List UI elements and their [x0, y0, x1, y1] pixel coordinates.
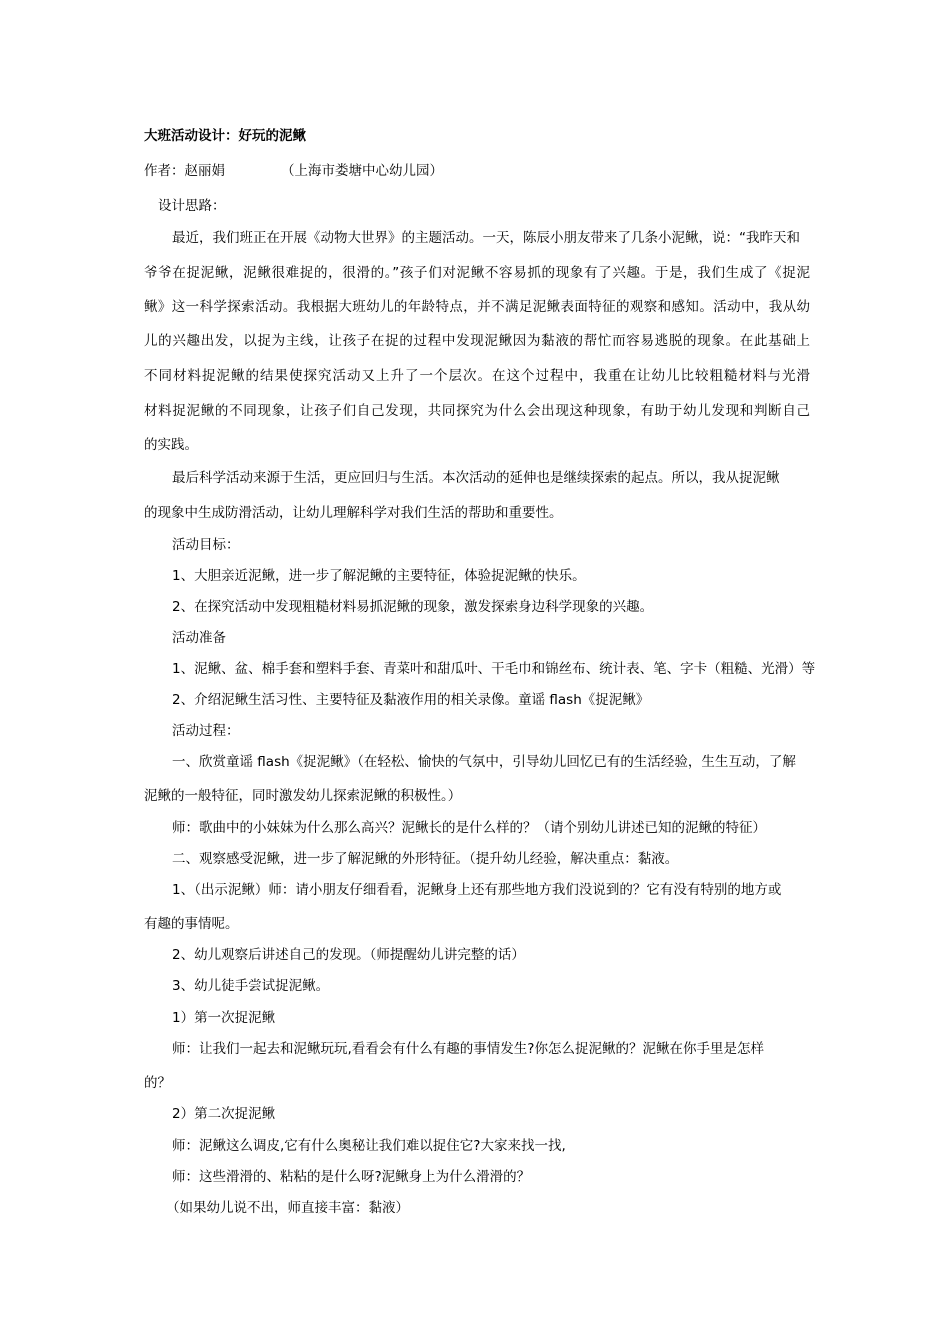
- paragraph-line: 的实践。: [144, 437, 198, 453]
- process-step: 1、（出示泥鳅）师：请小朋友仔细看看，泥鳅身上还有那些地方我们没说到的？它有没有特别的地方或: [172, 882, 782, 898]
- teacher-line: 师：让我们一起去和泥鳅玩玩,看看会有什么有趣的事情发生?你怎么捉泥鳅的？泥鳅在你手里是怎样: [172, 1041, 764, 1057]
- process-step: 有趣的事情呢。: [144, 916, 239, 932]
- paragraph-line: 儿的兴趣出发，以捉为主线，让孩子在捉的过程中发现泥鳅因为黏液的帮忙而容易逃脱的现象。在此基础上: [144, 333, 810, 349]
- paragraph-line: 不同材料捉泥鳅的结果使探究活动又上升了一个层次。在这个过程中，我重在让幼儿比较粗糙材料与光滑: [144, 368, 810, 384]
- prep-item: 2、介绍泥鳅生活习性、主要特征及黏液作用的相关录像。童谣 flash《捉泥鳅》: [172, 692, 650, 708]
- teacher-note: （如果幼儿说不出，师直接丰富：黏液）: [166, 1200, 409, 1216]
- paragraph-line: 最近，我们班正在开展《动物大世界》的主题活动。一天，陈辰小朋友带来了几条小泥鳅，说：“我昨天和: [172, 230, 800, 246]
- prep-item: 1、泥鳅、盆、棉手套和塑料手套、青菜叶和甜瓜叶、干毛巾和锦丝布、统计表、笔、字卡（粗糙、光滑）等: [172, 661, 816, 677]
- teacher-line: 师：歌曲中的小妹妹为什么那么高兴？泥鳅长的是什么样的？（请个别幼儿讲述已知的泥鳅的特征）: [172, 820, 766, 836]
- teacher-line: 的？: [144, 1075, 171, 1091]
- paragraph-line: 鳅》这一科学探索活动。我根据大班幼儿的年龄特点，并不满足泥鳅表面特征的观察和感知。活动中，我从幼: [144, 299, 810, 315]
- document-title: 大班活动设计：好玩的泥鳅: [144, 128, 306, 144]
- goal-item: 1、大胆亲近泥鳅，进一步了解泥鳅的主要特征，体验捉泥鳅的快乐。: [172, 568, 586, 584]
- sub-step: 1）第一次捉泥鳅: [172, 1010, 276, 1026]
- paragraph-line: 材料捉泥鳅的不同现象，让孩子们自己发现，共同探究为什么会出现这种现象，有助于幼儿发现和判断自己: [144, 403, 810, 419]
- sub-step: 2）第二次捉泥鳅: [172, 1106, 276, 1122]
- design-heading: 设计思路：: [158, 198, 226, 214]
- author-line: [144, 162, 443, 180]
- paragraph-line: 最后科学活动来源于生活，更应回归与生活。本次活动的延伸也是继续探索的起点。所以，我从捉泥鳅: [172, 470, 780, 486]
- process-step: 3、幼儿徒手尝试捉泥鳅。: [172, 978, 330, 994]
- teacher-line: 师：这些滑滑的、粘粘的是什么呀?泥鳅身上为什么滑滑的？: [172, 1169, 531, 1185]
- process-heading: 活动过程：: [172, 723, 240, 739]
- paragraph-line: 爷爷在捉泥鳅，泥鳅很难捉的，很滑的。”孩子们对泥鳅不容易抓的现象有了兴趣。于是，我们生成了《捉泥: [144, 265, 810, 281]
- process-step: 泥鳅的一般特征，同时激发幼儿探索泥鳅的积极性。）: [144, 788, 462, 804]
- goal-item: 2、在探究活动中发现粗糙材料易抓泥鳅的现象，激发探索身边科学现象的兴趣。: [172, 599, 654, 615]
- author-name: 作者：赵丽娟: [144, 163, 225, 179]
- goals-heading: 活动目标：: [172, 537, 240, 553]
- process-step: 一、欣赏童谣 flash《捉泥鳅》（在轻松、愉快的气氛中，引导幼儿回忆已有的生活经验，生生互动，了解: [172, 754, 796, 770]
- prep-heading: 活动准备: [172, 630, 226, 646]
- author-organization: （上海市娄塘中心幼儿园）: [281, 163, 443, 179]
- process-step: 二、观察感受泥鳅，进一步了解泥鳅的外形特征。（提升幼儿经验，解决重点：黏液。: [172, 851, 679, 867]
- teacher-line: 师：泥鳅这么调皮,它有什么奥秘让我们难以捉住它?大家来找一找,: [172, 1138, 566, 1154]
- paragraph-line: 的现象中生成防滑活动，让幼儿理解科学对我们生活的帮助和重要性。: [144, 505, 563, 521]
- process-step: 2、幼儿观察后讲述自己的发现。（师提醒幼儿讲完整的话）: [172, 947, 525, 963]
